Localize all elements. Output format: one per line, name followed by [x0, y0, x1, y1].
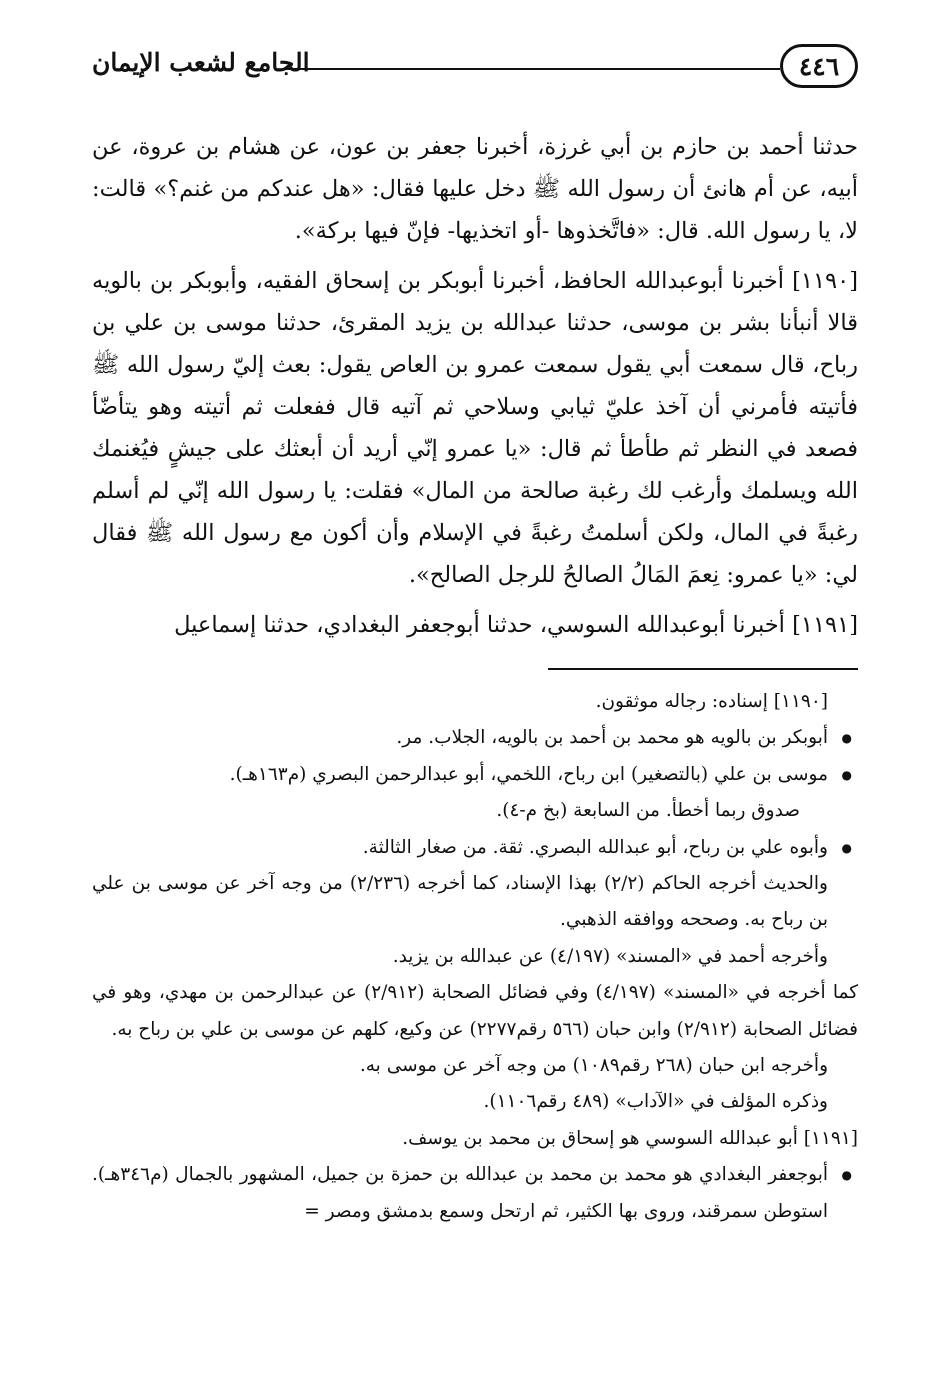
footnote-paragraph: كما أخرجه في «المسند» (٤/١٩٧) وفي فضائل الصحابة (٢/٩١٢) عن عبدالرحمن بن مهدي، وهو في فضائل الصحابة (٢/٩١٢) وابن حبان (٥٦٦ رقم٢٢٧٧) عن وكيع، كلهم عن موسى بن علي بن رباح به. — [92, 982, 859, 1040]
hadith-paragraph: [١١٩١] أخبرنا أبوعبدالله السوسي، حدثنا أبوجعفر البغدادي، حدثنا إسماعيل — [174, 612, 858, 638]
main-text — [92, 126, 858, 646]
footnote-paragraph: وأخرجه ابن حبان (٢٦٨ رقم١٠٨٩) من وجه آخر عن موسى به. — [359, 1055, 828, 1077]
hadith-paragraph: حدثنا أحمد بن حازم بن أبي غرزة، أخبرنا جعفر بن عون، عن هشام بن عروة، عن أبيه، عن أم هانئ أن رسول الله ﷺ دخل عليها فقال: «هل عندكم من غنم؟» قالت: لا، يا رسول الله. قال: «فاتَّخذوها -أو اتخذيها- فإنّ فيها بركة». — [92, 134, 858, 244]
header-rule — [282, 68, 780, 70]
footnote-heading: [١١٩١] أبو عبدالله السوسي هو إسحاق بن محمد بن يوسف. — [402, 1127, 858, 1149]
running-title: الجامع لشعب الإيمان — [92, 48, 310, 77]
footnote-bullet: ● موسى بن علي (بالتصغير) ابن رباح، اللخمي، أبو عبدالرحمن البصري (م١٦٣هـ). — [92, 757, 858, 793]
hadith-paragraph: [١١٩٠] أخبرنا أبوعبدالله الحافظ، أخبرنا أبوبكر بن إسحاق الفقيه، وأبوبكر بن بالويه قالا أنبأنا بشر بن موسى، حدثنا عبدالله بن يزيد المقرئ، حدثنا موسى بن علي بن رباح، قال سمعت أبي يقول سمعت عمرو بن العاص يقول: بعث إليّ رسول الله ﷺ فأتيته فأمرني أن آخذ عليّ ثيابي وسلاحي ثم آتيه قال ففعلت ثم أتيته وهو يتأضّأ فصعد في النظر ثم طأطأ ثم قال: «يا عمرو إنّي أريد أن أبعثك على جيشٍ فيُغنمك الله ويسلمك وأرغب لك رغبة صالحة من المال» فقلت: يا رسول الله إنّي لم أسلم رغبةً في المال، ولكن أسلمتُ رغبةً في الإسلام وأن أكون مع رسول الله ﷺ فقال لي: «يا عمرو: نِعمَ المَالُ الصالحُ للرجل الصالح». — [92, 268, 858, 588]
footnote-heading: [١١٩٠] إسناده: رجاله موثقون. — [595, 691, 828, 712]
footnote-paragraph: وأخرجه أحمد في «المسند» (٤/١٩٧) عن عبدالله بن يزيد. — [392, 945, 828, 967]
footnote-paragraph: وذكره المؤلف في «الآداب» (٤٨٩ رقم١١٠٦). — [483, 1091, 828, 1113]
footnote-separator — [548, 668, 858, 670]
footnote-bullet: ● أبوجعفر البغدادي هو محمد بن محمد بن عبدالله بن حمزة بن جميل، المشهور بالجمال (م٣٤٦هـ). استوطن سمرقند، وروى بها الكثير، ثم ارتحل وسمع بدمشق ومصر = — [92, 1157, 858, 1230]
page-number: ٤٤٦ — [780, 44, 858, 88]
footnote-continuation: صدوق ربما أخطأ. من السابعة (بخ م-٤). — [496, 800, 800, 822]
footnote-bullet: ● أبوبكر بن بالويه هو محمد بن أحمد بن بالويه، الجلاب. مر. — [92, 720, 858, 756]
footnote-bullet: ● وأبوه علي بن رباح، أبو عبدالله البصري. ثقة. من صغار الثالثة. — [92, 830, 858, 866]
page-header — [92, 40, 858, 98]
footnote-paragraph: والحديث أخرجه الحاكم (٢/٢) بهذا الإسناد، كما أخرجه (٢/٢٣٦) من وجه آخر عن موسى بن علي بن رباح به. وصححه ووافقه الذهبي. — [92, 873, 828, 931]
footnotes — [92, 684, 858, 1230]
